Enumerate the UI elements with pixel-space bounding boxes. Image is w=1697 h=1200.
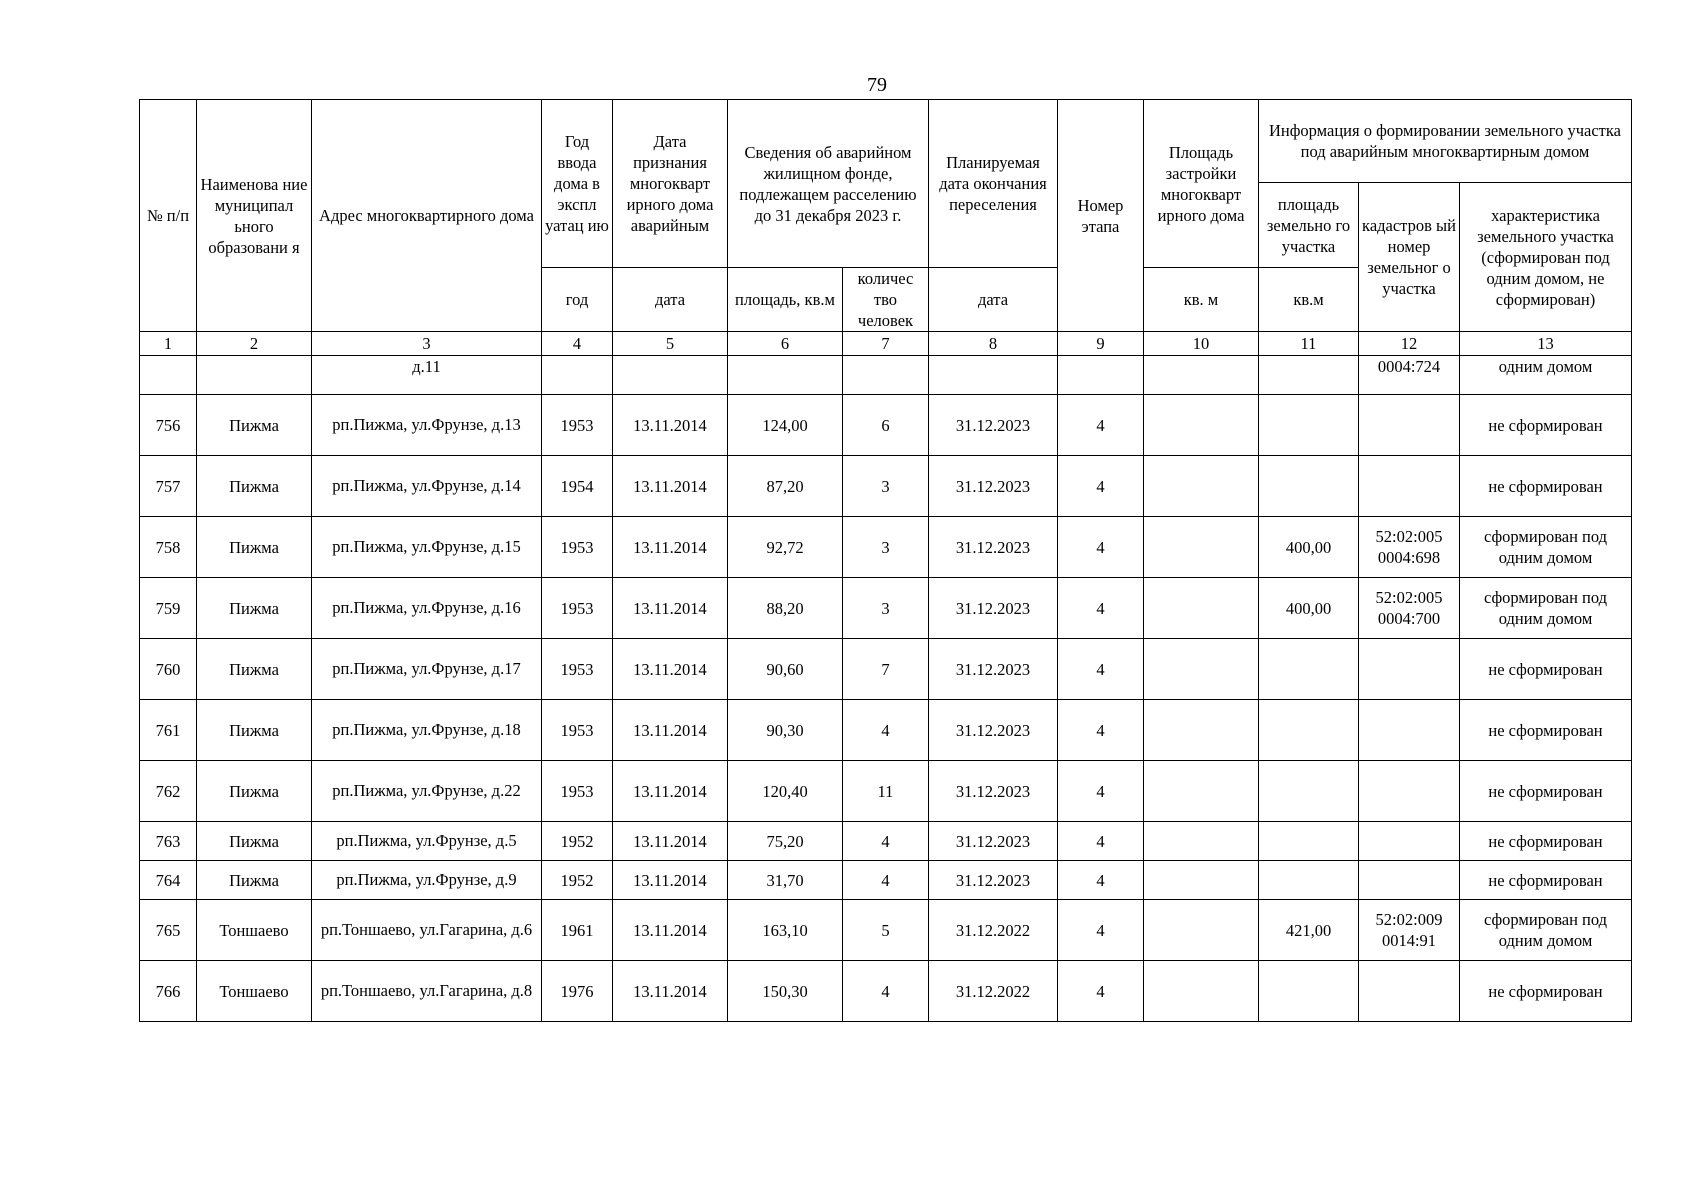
cell-stage: 4 <box>1058 517 1144 578</box>
cell-building-area <box>1144 639 1259 700</box>
cell-building-area <box>1144 861 1259 900</box>
cell-num: 766 <box>140 961 197 1022</box>
cell-municipality: Пижма <box>197 517 312 578</box>
cell-land-status: не сформирован <box>1460 961 1632 1022</box>
cell-date-recognized: 13.11.2014 <box>613 639 728 700</box>
cell-area: 88,20 <box>728 578 843 639</box>
cell-resettlement-date: 31.12.2023 <box>929 517 1058 578</box>
cell-num: 757 <box>140 456 197 517</box>
cell-area: 92,72 <box>728 517 843 578</box>
table-row <box>140 395 1632 456</box>
continuation-cadastral: 0004:724 <box>1359 356 1460 395</box>
cell-land-area <box>1259 395 1359 456</box>
cell-land-area <box>1259 761 1359 822</box>
cell-land-area <box>1259 639 1359 700</box>
cell-area: 150,30 <box>728 961 843 1022</box>
cell-area: 124,00 <box>728 395 843 456</box>
column-number: 4 <box>542 332 613 356</box>
cell-year: 1961 <box>542 900 613 961</box>
cell-date-recognized: 13.11.2014 <box>613 861 728 900</box>
column-number: 1 <box>140 332 197 356</box>
cell-municipality: Пижма <box>197 578 312 639</box>
cell-stage: 4 <box>1058 861 1144 900</box>
cell-year: 1953 <box>542 700 613 761</box>
cell-area: 120,40 <box>728 761 843 822</box>
unit-area: площадь, кв.м <box>728 268 843 332</box>
cell-cadastral: 52:02:009 0014:91 <box>1359 900 1460 961</box>
cell-area: 75,20 <box>728 822 843 861</box>
cell-building-area <box>1144 517 1259 578</box>
table-body <box>140 356 1632 1022</box>
cell-land-status: не сформирован <box>1460 761 1632 822</box>
cell-land-area <box>1259 961 1359 1022</box>
cell-num: 761 <box>140 700 197 761</box>
cell-resettlement-date: 31.12.2023 <box>929 861 1058 900</box>
cell-year: 1976 <box>542 961 613 1022</box>
cell-municipality: Пижма <box>197 456 312 517</box>
unit-resettlement-date: дата <box>929 268 1058 332</box>
cell-stage: 4 <box>1058 761 1144 822</box>
cell-date-recognized: 13.11.2014 <box>613 900 728 961</box>
continuation-status: одним домом <box>1460 356 1632 395</box>
cell-num: 762 <box>140 761 197 822</box>
cell-cadastral: 52:02:005 0004:700 <box>1359 578 1460 639</box>
cell-cadastral <box>1359 961 1460 1022</box>
continuation-row <box>140 356 1632 395</box>
cell-people: 11 <box>843 761 929 822</box>
table-row <box>140 700 1632 761</box>
cell-building-area <box>1144 900 1259 961</box>
cell-num: 756 <box>140 395 197 456</box>
header-date-recognized: Дата признания многокварт ирного дома аварийным <box>613 100 728 268</box>
cell-address: рп.Пижма, ул.Фрунзе, д.5 <box>312 822 542 861</box>
cell-date-recognized: 13.11.2014 <box>613 395 728 456</box>
cell-people: 6 <box>843 395 929 456</box>
cell-resettlement-date: 31.12.2022 <box>929 961 1058 1022</box>
cell-land-status: не сформирован <box>1460 395 1632 456</box>
cell-year: 1953 <box>542 517 613 578</box>
cell-resettlement-date: 31.12.2023 <box>929 700 1058 761</box>
cell-land-area <box>1259 700 1359 761</box>
cell-people: 4 <box>843 861 929 900</box>
column-number: 3 <box>312 332 542 356</box>
table-row <box>140 761 1632 822</box>
cell-stage: 4 <box>1058 961 1144 1022</box>
cell-area: 163,10 <box>728 900 843 961</box>
table-row <box>140 456 1632 517</box>
cell-num: 764 <box>140 861 197 900</box>
cell-land-area <box>1259 861 1359 900</box>
cell-land-status: сформирован под одним домом <box>1460 900 1632 961</box>
cell-year: 1953 <box>542 761 613 822</box>
cell-resettlement-date: 31.12.2023 <box>929 456 1058 517</box>
page-number: 79 <box>867 74 887 96</box>
header-housing-info: Сведения об аварийном жилищном фонде, подлежащем расселению до 31 декабря 2023 г. <box>728 100 929 268</box>
cell-building-area <box>1144 700 1259 761</box>
cell-land-area <box>1259 822 1359 861</box>
cell-building-area <box>1144 761 1259 822</box>
cell-resettlement-date: 31.12.2023 <box>929 395 1058 456</box>
cell-address: рп.Пижма, ул.Фрунзе, д.18 <box>312 700 542 761</box>
table-header <box>140 100 1632 356</box>
cell-cadastral <box>1359 861 1460 900</box>
column-number: 10 <box>1144 332 1259 356</box>
column-number: 9 <box>1058 332 1144 356</box>
cell-land-area: 400,00 <box>1259 517 1359 578</box>
unit-year: год <box>542 268 613 332</box>
cell-area: 87,20 <box>728 456 843 517</box>
header-year: Год ввода дома в экспл уатац ию <box>542 100 613 268</box>
cell-cadastral <box>1359 700 1460 761</box>
cell-stage: 4 <box>1058 456 1144 517</box>
cell-municipality: Тоншаево <box>197 900 312 961</box>
cell-num: 760 <box>140 639 197 700</box>
cell-stage: 4 <box>1058 578 1144 639</box>
cell-num: 759 <box>140 578 197 639</box>
cell-num: 758 <box>140 517 197 578</box>
cell-cadastral: 52:02:005 0004:698 <box>1359 517 1460 578</box>
cell-people: 4 <box>843 961 929 1022</box>
cell-area: 31,70 <box>728 861 843 900</box>
cell-year: 1954 <box>542 456 613 517</box>
cell-municipality: Пижма <box>197 761 312 822</box>
cell-resettlement-date: 31.12.2022 <box>929 900 1058 961</box>
cell-people: 3 <box>843 517 929 578</box>
cell-cadastral <box>1359 761 1460 822</box>
cell-people: 5 <box>843 900 929 961</box>
unit-building-area: кв. м <box>1144 268 1259 332</box>
cell-year: 1952 <box>542 822 613 861</box>
cell-stage: 4 <box>1058 900 1144 961</box>
cell-land-status: не сформирован <box>1460 822 1632 861</box>
table-row <box>140 861 1632 900</box>
cell-resettlement-date: 31.12.2023 <box>929 822 1058 861</box>
table-row <box>140 517 1632 578</box>
cell-year: 1952 <box>542 861 613 900</box>
cell-municipality: Пижма <box>197 861 312 900</box>
column-number: 5 <box>613 332 728 356</box>
cell-stage: 4 <box>1058 700 1144 761</box>
cell-address: рп.Тоншаево, ул.Гагарина, д.6 <box>312 900 542 961</box>
cell-stage: 4 <box>1058 822 1144 861</box>
column-number: 6 <box>728 332 843 356</box>
cell-municipality: Пижма <box>197 700 312 761</box>
cell-land-status: не сформирован <box>1460 639 1632 700</box>
cell-building-area <box>1144 456 1259 517</box>
table-row <box>140 900 1632 961</box>
header-resettlement-date: Планируемая дата окончания переселения <box>929 100 1058 268</box>
column-number: 2 <box>197 332 312 356</box>
cell-date-recognized: 13.11.2014 <box>613 700 728 761</box>
cell-building-area <box>1144 395 1259 456</box>
cell-date-recognized: 13.11.2014 <box>613 578 728 639</box>
cell-land-status: сформирован под одним домом <box>1460 517 1632 578</box>
cell-municipality: Тоншаево <box>197 961 312 1022</box>
cell-land-status: не сформирован <box>1460 456 1632 517</box>
cell-num: 763 <box>140 822 197 861</box>
cell-land-status: не сформирован <box>1460 861 1632 900</box>
unit-people: количес тво человек <box>843 268 929 332</box>
cell-land-status: не сформирован <box>1460 700 1632 761</box>
column-number-row <box>140 332 1632 356</box>
cell-municipality: Пижма <box>197 639 312 700</box>
column-number: 8 <box>929 332 1058 356</box>
unit-land-area: кв.м <box>1259 268 1359 332</box>
cell-date-recognized: 13.11.2014 <box>613 761 728 822</box>
cell-date-recognized: 13.11.2014 <box>613 961 728 1022</box>
header-address: Адрес многоквартирного дома <box>312 100 542 332</box>
cell-people: 7 <box>843 639 929 700</box>
table-row <box>140 822 1632 861</box>
cell-address: рп.Пижма, ул.Фрунзе, д.22 <box>312 761 542 822</box>
header-land-area: площадь земельно го участка <box>1259 183 1359 268</box>
cell-people: 4 <box>843 700 929 761</box>
cell-address: рп.Пижма, ул.Фрунзе, д.15 <box>312 517 542 578</box>
cell-cadastral <box>1359 822 1460 861</box>
cell-cadastral <box>1359 456 1460 517</box>
cell-year: 1953 <box>542 578 613 639</box>
unit-date: дата <box>613 268 728 332</box>
header-number: № п/п <box>140 100 197 332</box>
cell-address: рп.Пижма, ул.Фрунзе, д.17 <box>312 639 542 700</box>
column-number: 7 <box>843 332 929 356</box>
cell-address: рп.Пижма, ул.Фрунзе, д.14 <box>312 456 542 517</box>
cell-date-recognized: 13.11.2014 <box>613 456 728 517</box>
cell-date-recognized: 13.11.2014 <box>613 517 728 578</box>
header-building-area: Площадь застройки многокварт ирного дома <box>1144 100 1259 268</box>
cell-num: 765 <box>140 900 197 961</box>
cell-stage: 4 <box>1058 639 1144 700</box>
header-land-info: Информация о формировании земельного участка под аварийным многоквартирным домом <box>1259 100 1632 183</box>
header-municipality: Наименова ние муниципал ьного образовани я <box>197 100 312 332</box>
cell-resettlement-date: 31.12.2023 <box>929 578 1058 639</box>
cell-building-area <box>1144 822 1259 861</box>
cell-stage: 4 <box>1058 395 1144 456</box>
cell-cadastral <box>1359 395 1460 456</box>
cell-building-area <box>1144 961 1259 1022</box>
continuation-address: д.11 <box>312 356 542 395</box>
table-row <box>140 578 1632 639</box>
column-number: 11 <box>1259 332 1359 356</box>
cell-resettlement-date: 31.12.2023 <box>929 761 1058 822</box>
cell-area: 90,30 <box>728 700 843 761</box>
cell-land-area: 421,00 <box>1259 900 1359 961</box>
table-row <box>140 639 1632 700</box>
cell-municipality: Пижма <box>197 822 312 861</box>
cell-people: 3 <box>843 456 929 517</box>
column-number: 13 <box>1460 332 1632 356</box>
header-stage: Номер этапа <box>1058 100 1144 332</box>
cell-address: рп.Тоншаево, ул.Гагарина, д.8 <box>312 961 542 1022</box>
header-land-status: характеристика земельного участка (сформирован под одним домом, не сформирован) <box>1460 183 1632 332</box>
cell-year: 1953 <box>542 639 613 700</box>
header-cadastral: кадастров ый номер земельног о участка <box>1359 183 1460 332</box>
emergency-housing-table <box>139 99 1632 1022</box>
cell-land-area <box>1259 456 1359 517</box>
cell-resettlement-date: 31.12.2023 <box>929 639 1058 700</box>
cell-date-recognized: 13.11.2014 <box>613 822 728 861</box>
cell-year: 1953 <box>542 395 613 456</box>
cell-building-area <box>1144 578 1259 639</box>
cell-area: 90,60 <box>728 639 843 700</box>
cell-land-area: 400,00 <box>1259 578 1359 639</box>
cell-people: 3 <box>843 578 929 639</box>
cell-land-status: сформирован под одним домом <box>1460 578 1632 639</box>
table-row <box>140 961 1632 1022</box>
cell-people: 4 <box>843 822 929 861</box>
cell-cadastral <box>1359 639 1460 700</box>
cell-municipality: Пижма <box>197 395 312 456</box>
cell-address: рп.Пижма, ул.Фрунзе, д.9 <box>312 861 542 900</box>
cell-address: рп.Пижма, ул.Фрунзе, д.16 <box>312 578 542 639</box>
column-number: 12 <box>1359 332 1460 356</box>
cell-address: рп.Пижма, ул.Фрунзе, д.13 <box>312 395 542 456</box>
